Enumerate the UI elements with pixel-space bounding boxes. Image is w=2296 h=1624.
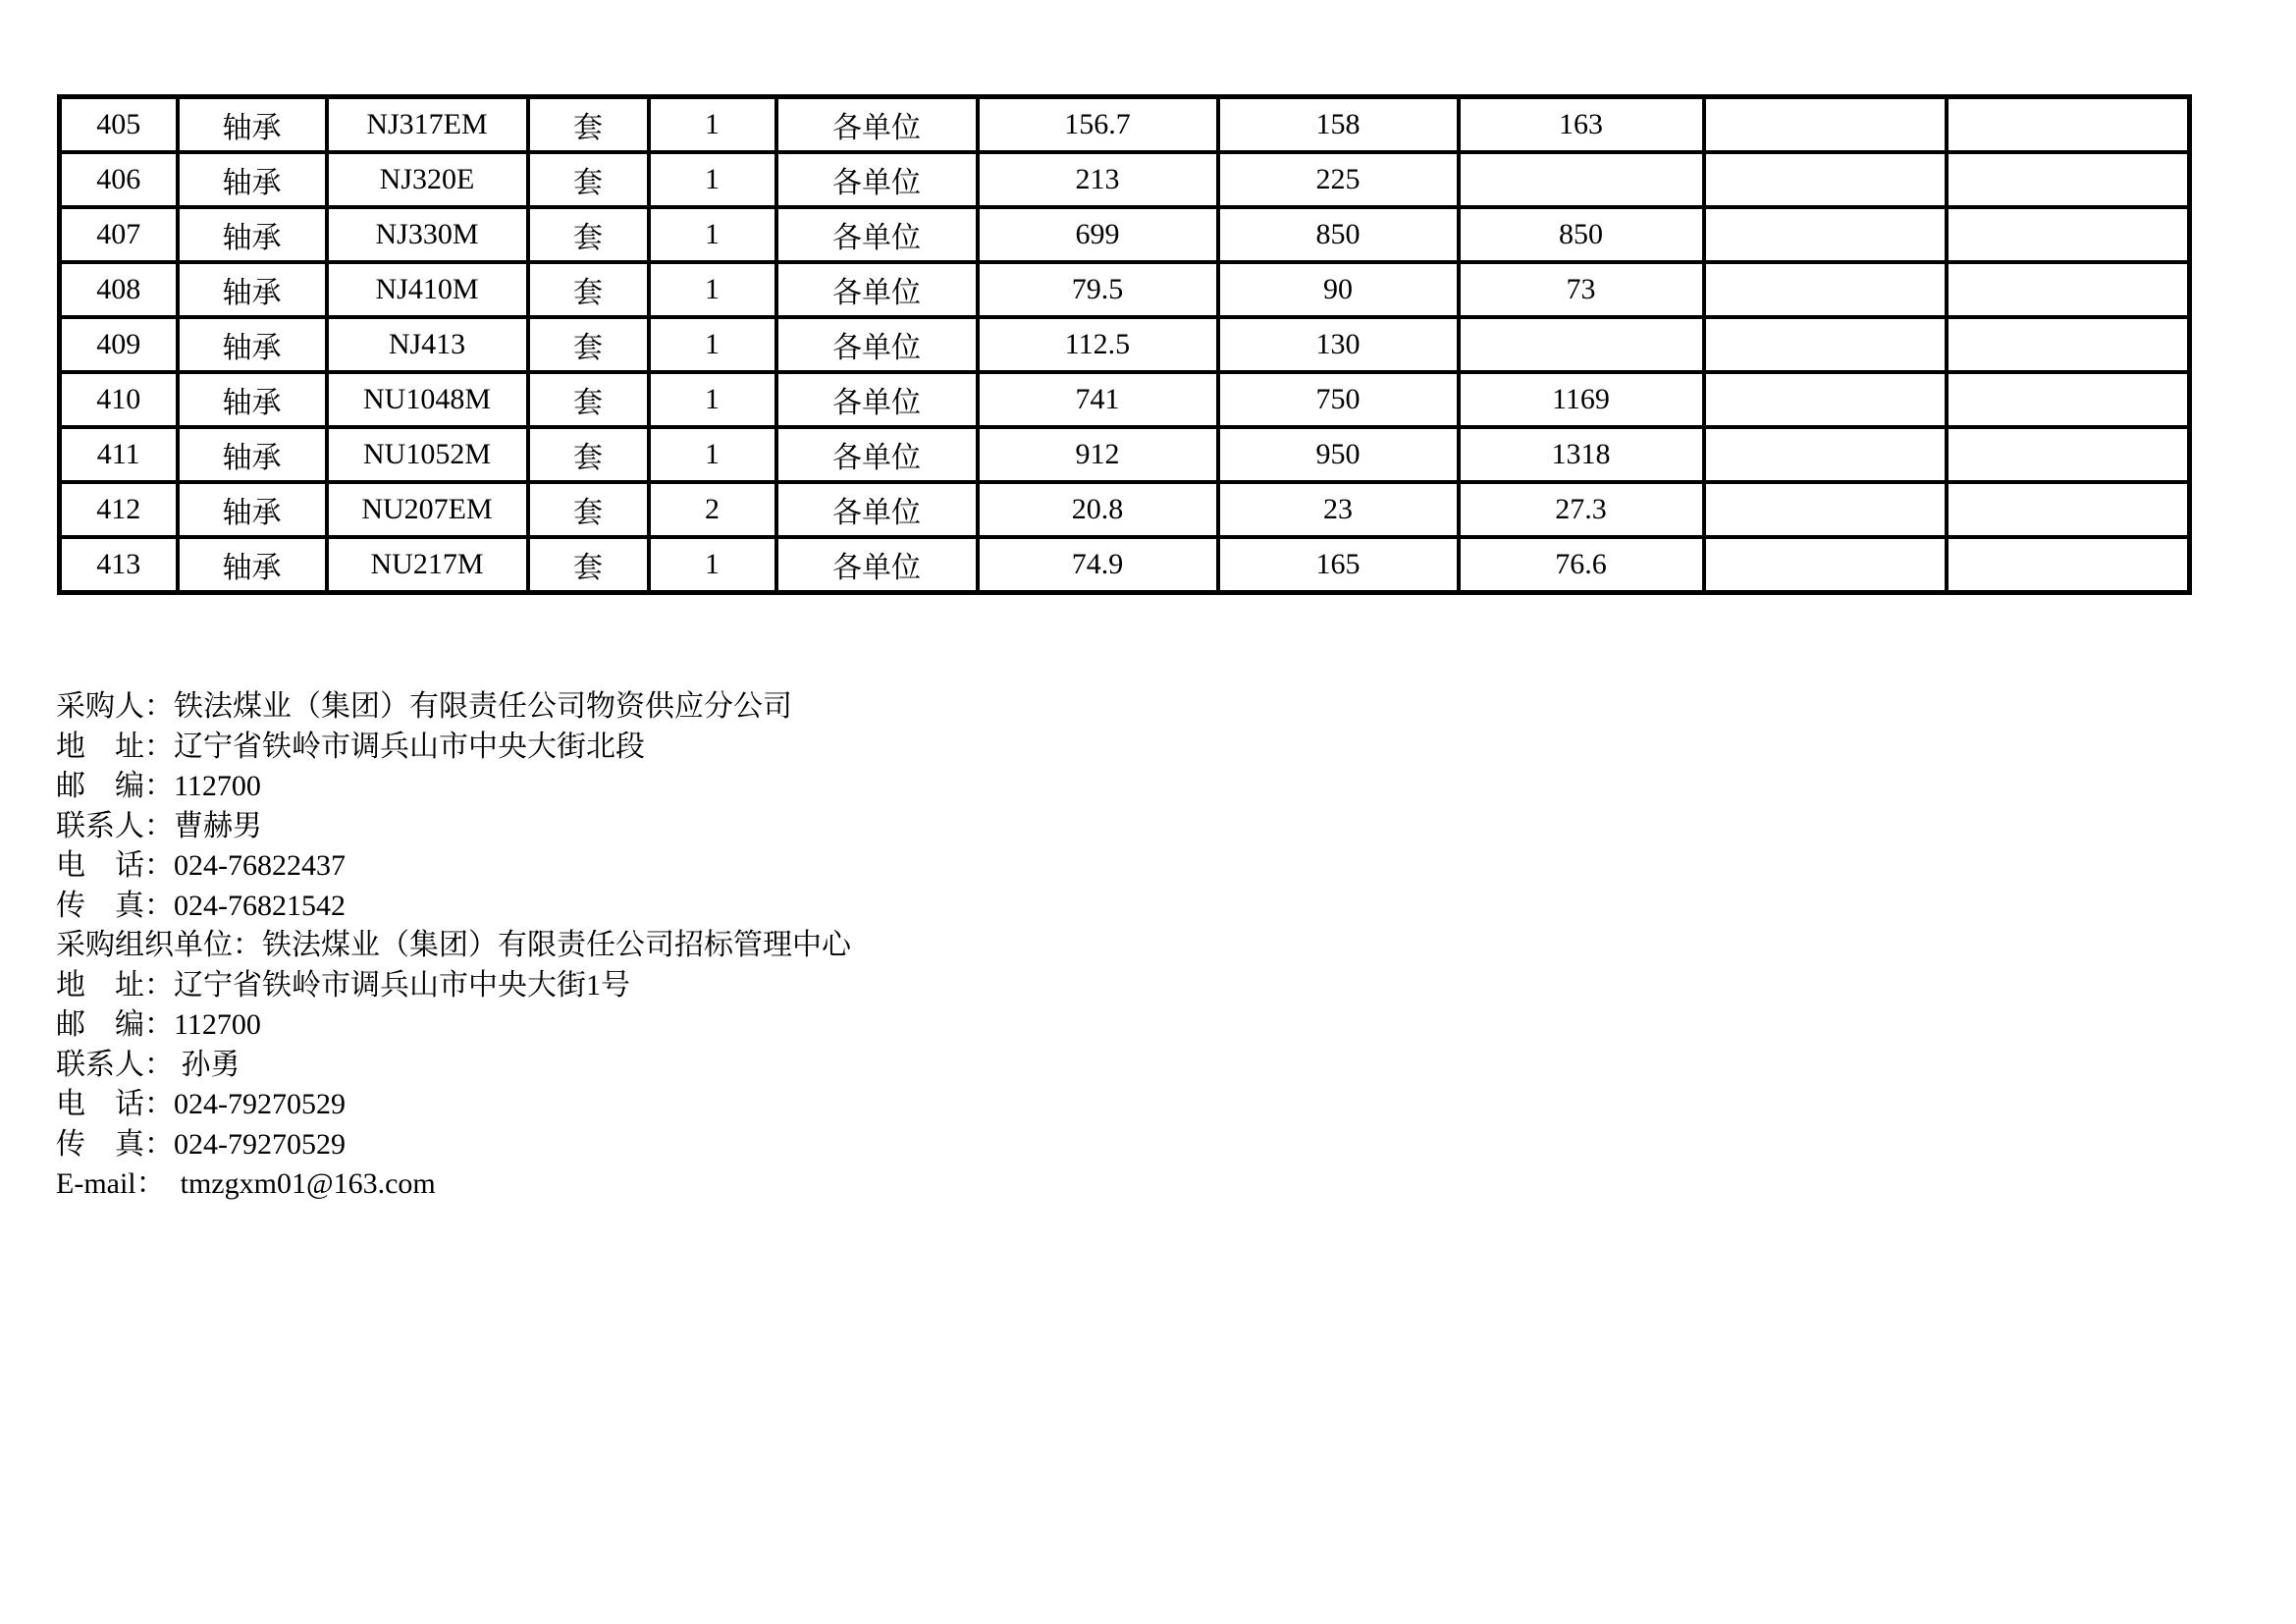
table-cell: 各单位 xyxy=(776,262,978,317)
table-cell: 各单位 xyxy=(776,317,978,372)
table-cell: 各单位 xyxy=(776,427,978,482)
table-cell: 各单位 xyxy=(776,207,978,262)
table-cell: NJ317EM xyxy=(327,97,528,153)
table-cell: 20.8 xyxy=(978,482,1218,537)
table-cell: 912 xyxy=(978,427,1218,482)
table-cell xyxy=(1459,317,1704,372)
table-cell xyxy=(1704,152,1947,207)
table-cell: 23 xyxy=(1218,482,1459,537)
table-cell xyxy=(1704,427,1947,482)
items-table-body xyxy=(60,97,2190,593)
table-cell: 套 xyxy=(528,317,649,372)
table-cell xyxy=(1947,317,2190,372)
table-cell: 轴承 xyxy=(178,207,327,262)
table-cell xyxy=(1947,427,2190,482)
table-cell: 1 xyxy=(649,427,776,482)
table-cell: NU1048M xyxy=(327,372,528,427)
contact-line: 电 话：024-79270529 xyxy=(56,1088,346,1120)
table-cell: 73 xyxy=(1459,262,1704,317)
table-cell: 158 xyxy=(1218,97,1459,153)
table-cell: 套 xyxy=(528,482,649,537)
table-row xyxy=(60,537,2190,593)
table-cell: 轴承 xyxy=(178,482,327,537)
table-cell: 112.5 xyxy=(978,317,1218,372)
table-row xyxy=(60,317,2190,372)
table-row xyxy=(60,372,2190,427)
table-cell: 套 xyxy=(528,427,649,482)
table-cell: 2 xyxy=(649,482,776,537)
table-cell xyxy=(1947,207,2190,262)
table-cell: 412 xyxy=(60,482,178,537)
table-cell xyxy=(1704,207,1947,262)
table-cell: 165 xyxy=(1218,537,1459,593)
table-cell: 1 xyxy=(649,152,776,207)
contact-line: 电 话：024-76822437 xyxy=(56,849,346,882)
table-cell: NU207EM xyxy=(327,482,528,537)
table-cell xyxy=(1947,97,2190,153)
table-cell: 407 xyxy=(60,207,178,262)
contact-line: 采购组织单位：铁法煤业（集团）有限责任公司招标管理中心 xyxy=(56,929,851,961)
table-cell: 各单位 xyxy=(776,97,978,153)
table-cell: 410 xyxy=(60,372,178,427)
table-cell: NJ320E xyxy=(327,152,528,207)
table-cell: 轴承 xyxy=(178,537,327,593)
table-cell: 轴承 xyxy=(178,317,327,372)
contact-line: 地 址：辽宁省铁岭市调兵山市中央大街北段 xyxy=(56,730,645,763)
table-cell: 套 xyxy=(528,152,649,207)
table-cell xyxy=(1459,152,1704,207)
table-cell: 79.5 xyxy=(978,262,1218,317)
table-cell: 1 xyxy=(649,262,776,317)
table-cell: 轴承 xyxy=(178,427,327,482)
table-cell: 90 xyxy=(1218,262,1459,317)
table-cell: NJ410M xyxy=(327,262,528,317)
table-cell xyxy=(1704,97,1947,153)
table-cell: 213 xyxy=(978,152,1218,207)
table-row xyxy=(60,152,2190,207)
table-cell xyxy=(1947,262,2190,317)
contact-line: 传 真：024-79270529 xyxy=(56,1127,346,1161)
table-cell: 76.6 xyxy=(1459,537,1704,593)
contact-line: 传 真：024-76821542 xyxy=(56,889,346,922)
table-row xyxy=(60,207,2190,262)
table-cell: 750 xyxy=(1218,372,1459,427)
table-cell: 409 xyxy=(60,317,178,372)
table-cell: 各单位 xyxy=(776,482,978,537)
table-cell: 406 xyxy=(60,152,178,207)
table-cell: 轴承 xyxy=(178,152,327,207)
table-cell: 1 xyxy=(649,372,776,427)
table-cell: 1 xyxy=(649,97,776,153)
table-cell: 74.9 xyxy=(978,537,1218,593)
items-table xyxy=(57,94,2192,595)
table-cell: 850 xyxy=(1218,207,1459,262)
table-cell xyxy=(1947,482,2190,537)
table-cell xyxy=(1704,262,1947,317)
table-cell: 1169 xyxy=(1459,372,1704,427)
contact-line: 邮 编：112700 xyxy=(56,1008,261,1041)
table-cell xyxy=(1704,482,1947,537)
table-cell: 各单位 xyxy=(776,537,978,593)
table-cell: 27.3 xyxy=(1459,482,1704,537)
table-cell xyxy=(1704,317,1947,372)
table-cell: 套 xyxy=(528,372,649,427)
table-cell: 699 xyxy=(978,207,1218,262)
table-cell: 850 xyxy=(1459,207,1704,262)
table-cell: 1 xyxy=(649,207,776,262)
table-cell: 225 xyxy=(1218,152,1459,207)
table-cell: 741 xyxy=(978,372,1218,427)
table-cell: 163 xyxy=(1459,97,1704,153)
table-cell: NU217M xyxy=(327,537,528,593)
contact-line: 联系人： 孙勇 xyxy=(56,1048,240,1081)
table-cell: 套 xyxy=(528,207,649,262)
table-cell: 各单位 xyxy=(776,152,978,207)
table-row xyxy=(60,482,2190,537)
table-cell: 各单位 xyxy=(776,372,978,427)
table-cell xyxy=(1947,152,2190,207)
table-cell: NU1052M xyxy=(327,427,528,482)
table-cell: 156.7 xyxy=(978,97,1218,153)
table-cell: 1318 xyxy=(1459,427,1704,482)
table-cell xyxy=(1704,537,1947,593)
contact-line: E-mail： tmzgxm01@163.com xyxy=(56,1167,436,1200)
table-cell: 950 xyxy=(1218,427,1459,482)
contact-info-block xyxy=(56,687,851,1205)
table-cell xyxy=(1704,372,1947,427)
table-cell xyxy=(1947,537,2190,593)
contact-line: 地 址：辽宁省铁岭市调兵山市中央大街1号 xyxy=(56,968,630,1001)
table-row xyxy=(60,97,2190,153)
table-row xyxy=(60,262,2190,317)
contact-line: 联系人：曹赫男 xyxy=(56,809,262,842)
table-row xyxy=(60,427,2190,482)
table-cell: 408 xyxy=(60,262,178,317)
table-cell xyxy=(1947,372,2190,427)
table-cell: 轴承 xyxy=(178,97,327,153)
table-cell: 405 xyxy=(60,97,178,153)
contact-line: 邮 编：112700 xyxy=(56,770,261,802)
table-cell: 1 xyxy=(649,537,776,593)
table-cell: 413 xyxy=(60,537,178,593)
table-cell: 套 xyxy=(528,537,649,593)
table-cell: 130 xyxy=(1218,317,1459,372)
table-cell: 套 xyxy=(528,97,649,153)
table-cell: NJ413 xyxy=(327,317,528,372)
table-cell: 411 xyxy=(60,427,178,482)
table-cell: 轴承 xyxy=(178,262,327,317)
contact-line: 采购人：铁法煤业（集团）有限责任公司物资供应分公司 xyxy=(56,690,792,723)
table-cell: NJ330M xyxy=(327,207,528,262)
table-cell: 轴承 xyxy=(178,372,327,427)
table-cell: 套 xyxy=(528,262,649,317)
table-cell: 1 xyxy=(649,317,776,372)
